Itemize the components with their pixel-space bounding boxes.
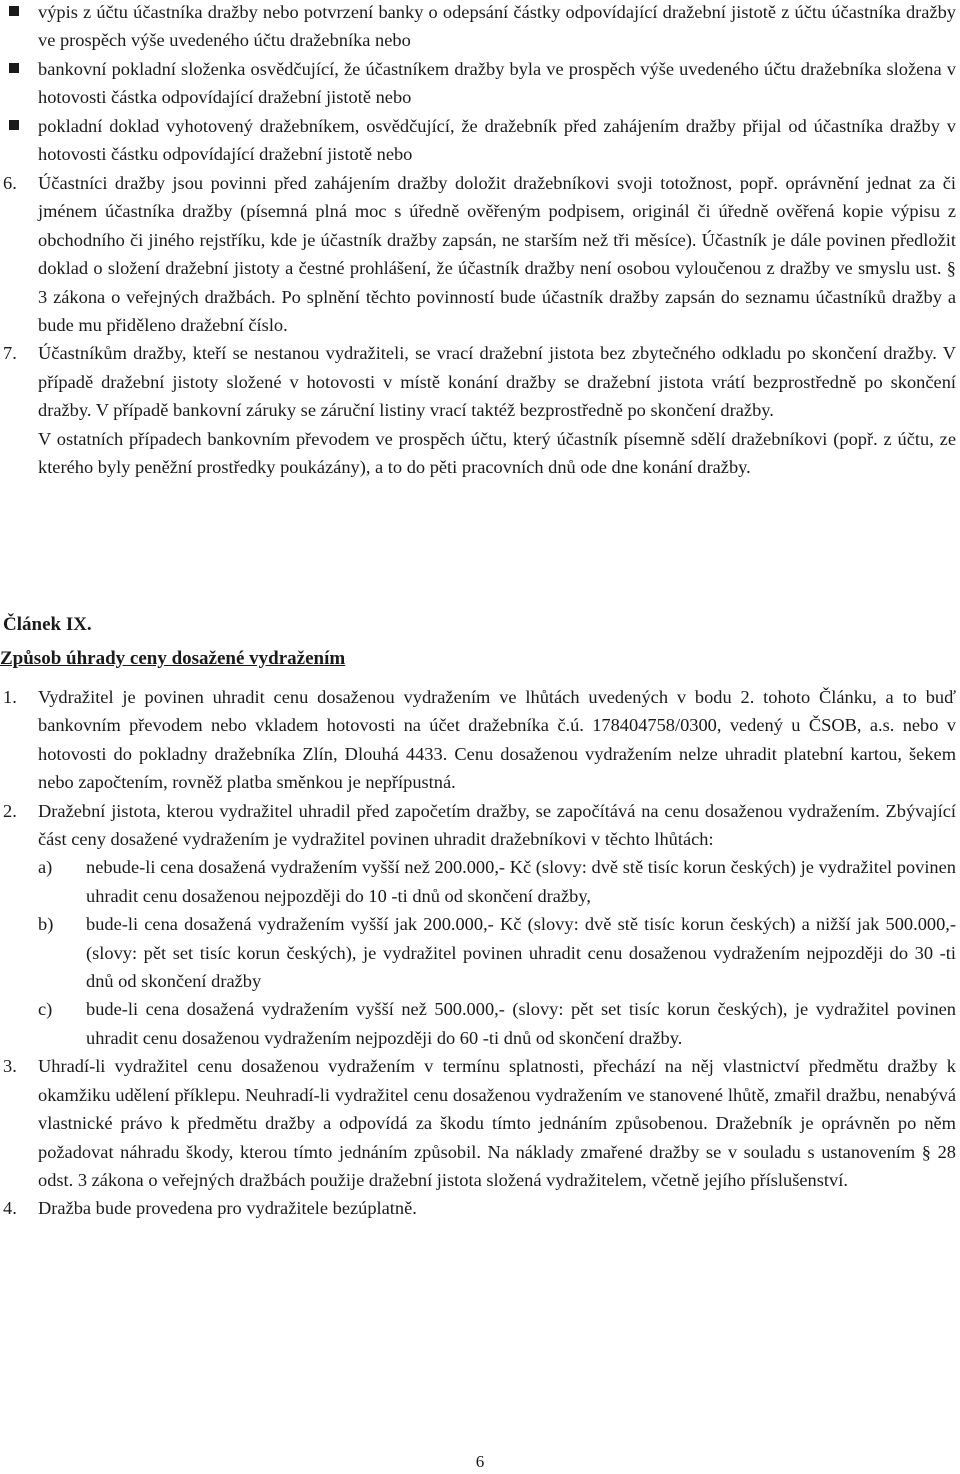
item-text: Vydražitel je povinen uhradit cenu dosaženou vydražením ve lhůtách uvedených v bodu 2. tohoto Článku, a to buď bankovním převodem nebo vkladem hotovosti na účet dražebníka č.ú. 178404758/0300, vedený u ČSOB, a.s. nebo v hotovosti do pokladny dražebníka Zlín, Dlouhá 4433. Cenu dosaženou vydražením nelze uhradit platební kartou, šekem nebo započtením, rovněž platba směnkou je nepřípustná.	[38, 687, 956, 793]
item-number: 1.	[3, 687, 17, 707]
bullet-text: výpis z účtu účastníka dražby nebo potvrzení banky o odepsání částky odpovídající dražební jistotě z účtu účastníka dražby ve prospěch výše uvedeného účtu dražebníka nebo	[38, 2, 956, 51]
item-number: 4.	[3, 1198, 17, 1219]
numbered-item-3	[0, 1052, 960, 1194]
article-title: Článek IX.	[3, 614, 92, 635]
sub-item-text: bude-li cena dosažená vydražením vyšší než 500.000,- (slovy: pět set tisíc korun českých), je vydražitel povinen uhradit cenu dosaženou vydražením nejpozději do 60 -ti dnů od skončení dražby.	[86, 999, 956, 1048]
sub-item-text: bude-li cena dosažená vydražením vyšší jak 200.000,- Kč (slovy: dvě stě tisíc korun českých) a nižší jak 500.000,- (slovy: pět set tisíc korun českých), je vydražitel povinen uhradit cenu dosaženou vydražením nejpozději do 30 -ti dnů od skončení dražby	[86, 914, 956, 992]
item-text: Účastníkům dražby, kteří se nestanou vydražiteli, se vrací dražební jistota bez zbytečného odkladu po skončení dražby. V případě dražební jistoty složené v hotovosti v místě konání dražby se dražební jistota vrátí bezprostředně po skončení dražby. V případě bankovní záruky se záruční listiny vrací taktéž bezprostředně po skončení dražby.	[38, 343, 956, 421]
item-number: 6.	[3, 173, 17, 193]
square-bullet-icon	[9, 63, 19, 73]
list-item	[0, 112, 960, 169]
numbered-item-2	[0, 797, 960, 854]
item-number: 2.	[3, 800, 17, 821]
numbered-item-6	[0, 169, 960, 339]
numbered-item-1	[0, 683, 960, 797]
item-number: 3.	[3, 1056, 17, 1077]
item-number: 7.	[3, 343, 17, 364]
continuation-text: V ostatních případech bankovním převodem ve prospěch účtu, který účastník písemně sdělí dražebníkovi (popř. z účtu, ze kterého byly peněžní prostředky poukázány), a to do pěti pracovních dnů ode dne konání dražby.	[38, 428, 956, 478]
sub-item-label: c)	[38, 999, 53, 1020]
bullet-text: pokladní doklad vyhotovený dražebníkem, osvědčující, že dražebník před zahájením dražby přijal od účastníka dražby v hotovosti částku odpovídající dražební jistotě nebo	[38, 115, 956, 165]
sub-item-label: b)	[38, 914, 54, 935]
square-bullet-icon	[9, 6, 19, 16]
item-7-continuation	[0, 425, 960, 482]
sub-item-label: a)	[38, 857, 53, 878]
item-text: Uhradí-li vydražitel cenu dosaženou vydražením v termínu splatnosti, přechází na něj vlastnictví předmětu dražby k okamžiku udělení příklepu. Neuhradí-li vydražitel cenu dosaženou vydražením ve stanovené lhůtě, zmařil dražbu, nenabývá vlastnické právo k předmětu dražby a odpovídá za škodu tímto jednáním způsobenou. Dražebník je oprávněn po něm požadovat náhradu škody, kterou tímto jednáním způsobil. Na náklady zmařené dražby se v souladu s ustanovením § 28 odst. 3 zákona o veřejných dražbách použije dražební jistota složená vydražitelem, včetně jejího příslušenství.	[38, 1056, 956, 1190]
square-bullet-icon	[9, 120, 19, 130]
article-subtitle: Způsob úhrady ceny dosažené vydražením	[0, 648, 346, 669]
page-number: 6	[475, 1452, 485, 1471]
item-text: Účastníci dražby jsou povinni před zahájením dražby doložit dražebníkovi svoji totožnost, popř. oprávnění jednat za či jménem účastníka dražby (písemná plná moc s úředně ověřeným podpisem, originál či úředně ověřená kopie výpisu z obchodního či jiného rejstříku, kde je účastník dražby zapsán, ne starším než tři měsíce). Účastník je dále povinen předložit doklad o složení dražební jistoty a čestné prohlášení, že účastník dražby není osobou vyloučenou z dražby ve smyslu ust. § 3 zákona o veřejných dražbách. Po splnění těchto povinností bude účastník dražby zapsán do seznamu účastníků dražby a bude mu přiděleno dražební číslo.	[38, 173, 956, 336]
sub-item-b	[0, 910, 960, 995]
article-heading	[0, 611, 960, 639]
item-text: Dražba bude provedena pro vydražitele bezúplatně.	[38, 1198, 417, 1219]
numbered-list-bottom	[0, 683, 960, 1223]
list-item	[0, 55, 960, 112]
sub-item-text: nebude-li cena dosažená vydražením vyšší než 200.000,- Kč (slovy: dvě stě tisíc korun českých) je vydražitel povinen uhradit cenu dosaženou nejpozději do 10 -ti dnů od skončení dražby,	[86, 857, 956, 906]
article-subheading	[0, 645, 960, 673]
item-text: Dražební jistota, kterou vydražitel uhradil před započetím dražby, se započítává na cenu dosaženou vydražením. Zbývající část ceny dosažené vydražením je vydražitel povinen uhradit dražebníkovi v těchto lhůtách:	[38, 800, 956, 850]
bullet-text: bankovní pokladní složenka osvědčující, že účastníkem dražby byla ve prospěch výše uvedeného účtu dražebníka složena v hotovosti částka odpovídající dražební jistotě nebo	[38, 58, 956, 108]
list-item	[0, 0, 960, 55]
numbered-item-4	[0, 1194, 960, 1222]
numbered-item-7	[0, 339, 960, 424]
numbered-list-top	[0, 169, 960, 481]
bullet-list	[0, 0, 960, 168]
sub-item-c	[0, 995, 960, 1052]
sub-item-a	[0, 853, 960, 910]
